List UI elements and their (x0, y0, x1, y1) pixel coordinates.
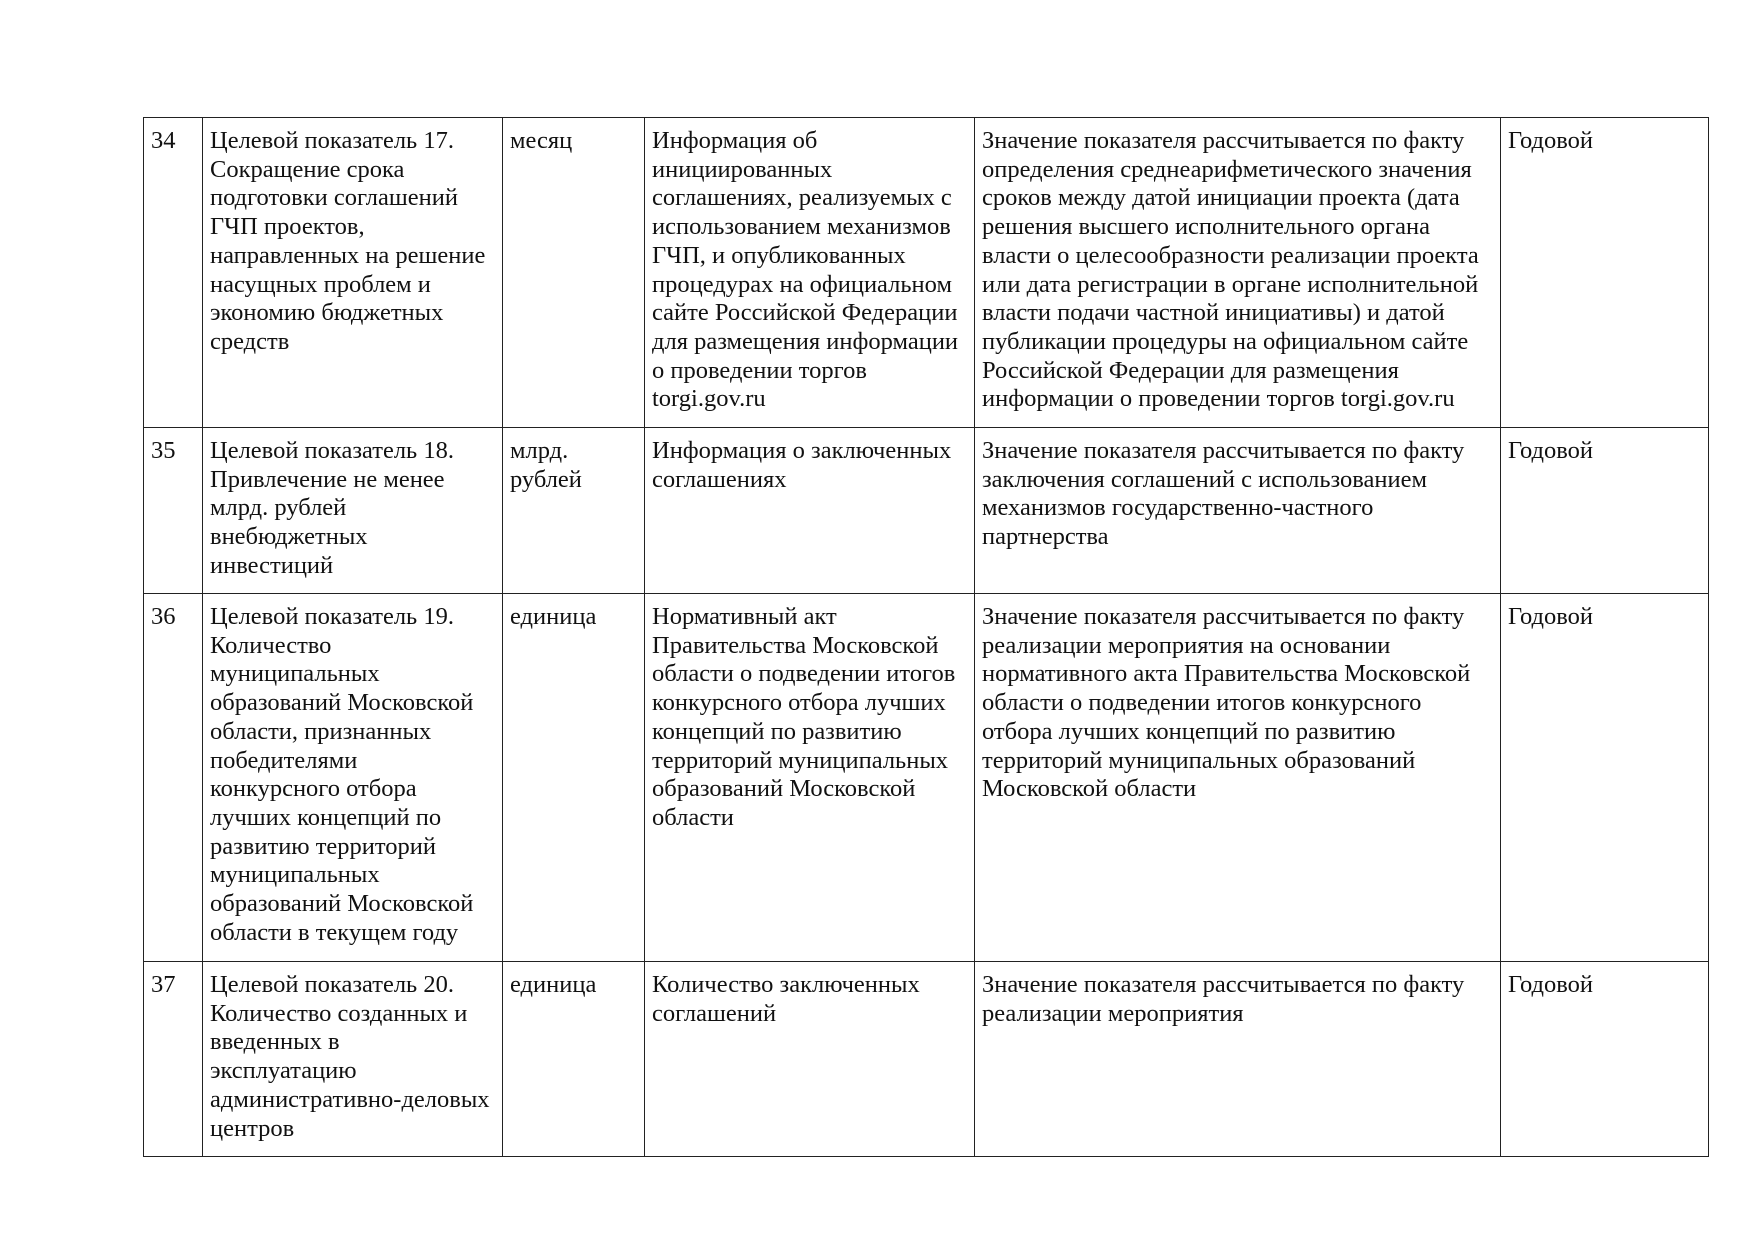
unit: месяц (503, 118, 645, 428)
periodicity: Годовой (1501, 428, 1709, 594)
calculation-method: Значение показателя рассчитывается по факту определения среднеарифметического значения сроков между датой инициации проекта (дата решения высшего исполнительного органа власти о целесообразности реализации проекта или дата регистрации в органе исполнительной власти подачи частной инициативы) и датой публикации процедуры на официальном сайте Российской Федерации для размещения информации о проведении торгов torgi.gov.ru (975, 118, 1501, 428)
table-row (144, 962, 1709, 1157)
table-row (144, 118, 1709, 428)
row-number: 34 (144, 118, 203, 428)
unit: единица (503, 594, 645, 962)
data-source: Информация об инициированных соглашениях, реализуемых с использованием механизмов ГЧП, и опубликованных процедурах на официальном сайте Российской Федерации для размещения информации о проведении торгов torgi.gov.ru (645, 118, 975, 428)
calculation-method: Значение показателя рассчитывается по факту реализации мероприятия (975, 962, 1501, 1157)
indicator-name: Целевой показатель 19. Количество муниципальных образований Московской области, признанных победителями конкурсного отбора лучших концепций по развитию территорий муниципальных образований Московской области в текущем году (203, 594, 503, 962)
table-row (144, 594, 1709, 962)
calculation-method: Значение показателя рассчитывается по факту заключения соглашений с использованием механизмов государственно-частного партнерства (975, 428, 1501, 594)
table-row (144, 428, 1709, 594)
periodicity: Годовой (1501, 962, 1709, 1157)
row-number: 36 (144, 594, 203, 962)
calculation-method: Значение показателя рассчитывается по факту реализации мероприятия на основании нормативного акта Правительства Московской области о подведении итогов конкурсного отбора лучших концепций по развитию территорий муниципальных образований Московской области (975, 594, 1501, 962)
data-source: Нормативный акт Правительства Московской области о подведении итогов конкурсного отбора лучших концепций по развитию территорий муниципальных образований Московской области (645, 594, 975, 962)
unit: единица (503, 962, 645, 1157)
data-source: Количество заключенных соглашений (645, 962, 975, 1157)
unit: млрд. рублей (503, 428, 645, 594)
indicator-name: Целевой показатель 20. Количество созданных и введенных в эксплуатацию административно-деловых центров (203, 962, 503, 1157)
indicator-name: Целевой показатель 18. Привлечение не менее млрд. рублей внебюджетных инвестиций (203, 428, 503, 594)
indicators-table (143, 117, 1709, 1157)
periodicity: Годовой (1501, 118, 1709, 428)
indicator-name: Целевой показатель 17. Сокращение срока подготовки соглашений ГЧП проектов, направленных на решение насущных проблем и экономию бюджетных средств (203, 118, 503, 428)
row-number: 37 (144, 962, 203, 1157)
periodicity: Годовой (1501, 594, 1709, 962)
row-number: 35 (144, 428, 203, 594)
data-source: Информация о заключенных соглашениях (645, 428, 975, 594)
